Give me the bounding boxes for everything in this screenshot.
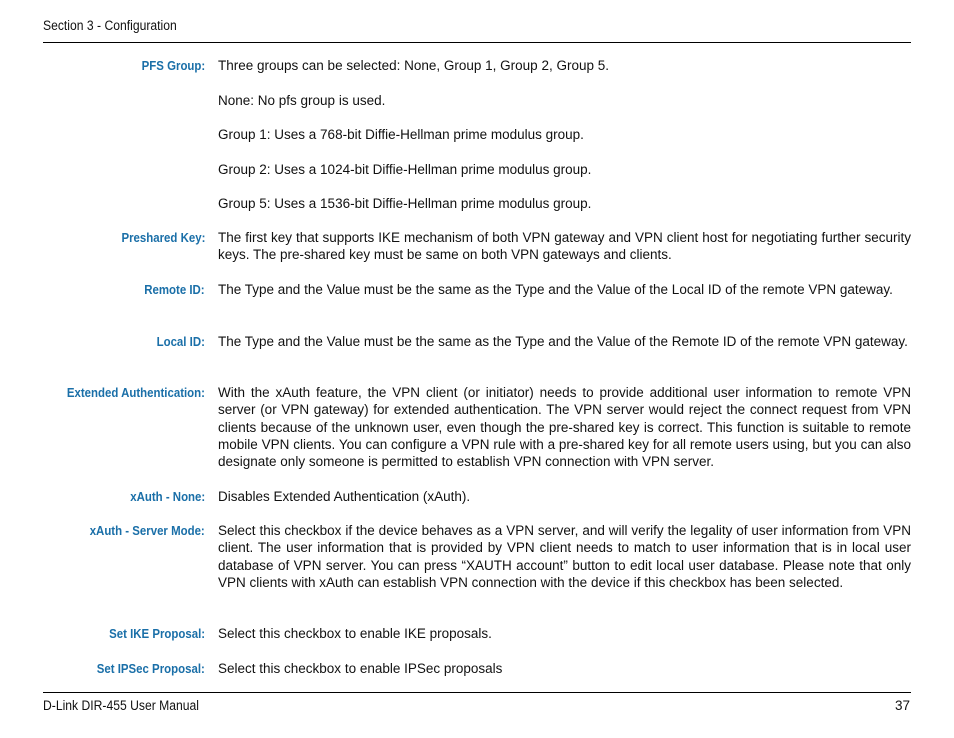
manual-title: D-Link DIR-455 User Manual <box>43 698 199 713</box>
description-paragraph: The first key that supports IKE mechanism of both VPN gateway and VPN client host for negotiating further security keys. The pre-shared key must be same on both VPN gateways and clients. <box>218 230 911 263</box>
term-description <box>218 384 911 470</box>
description-paragraph: Select this checkbox if the device behaves as a VPN server, and will verify the legality of user information from VPN client. The user information that is provided by VPN client needs to match to user information that is in local user database of VPN server. You can press “XAUTH account” button to edit local user database. Please note that only VPN clients with xAuth can establish VPN connection with the device if this checkbox has been selected. <box>218 523 911 590</box>
term-description <box>218 57 911 213</box>
term-description <box>218 660 911 677</box>
header-divider <box>43 42 911 43</box>
term-label: Extended Authentication: <box>66 385 205 400</box>
description-paragraph: None: No pfs group is used. <box>218 92 386 108</box>
footer-divider <box>43 692 911 693</box>
description-paragraph: The Type and the Value must be the same as the Type and the Value of the Remote ID of the remote VPN gateway. <box>218 334 908 349</box>
description-paragraph: The Type and the Value must be the same as the Type and the Value of the Local ID of the remote VPN gateway. <box>218 282 893 297</box>
description-paragraph: Select this checkbox to enable IKE proposals. <box>218 626 492 641</box>
description-paragraph: Three groups can be selected: None, Group 1, Group 2, Group 5. <box>218 58 609 73</box>
term-description <box>218 281 911 298</box>
page-number: 37 <box>894 698 910 713</box>
term-description <box>218 522 911 591</box>
term-description <box>218 333 911 350</box>
term-label: Local ID: <box>156 334 205 349</box>
term-label: xAuth - Server Mode: <box>89 523 205 538</box>
description-paragraph: Group 2: Uses a 1024-bit Diffie-Hellman prime modulus group. <box>218 161 592 177</box>
description-paragraph: With the xAuth feature, the VPN client (or initiator) needs to provide additional user information to remote VPN server (or VPN gateway) for extended authentication. The VPN server would reject the connect request from VPN clients because of the unknown user, even though the pre-shared key is correct. This function is suitable to remote mobile VPN clients. You can configure a VPN rule with a pre-shared key for all remote users using, but you can also designate only someone is permitted to establish VPN connection with VPN server. <box>218 385 911 470</box>
description-paragraph: Group 5: Uses a 1536-bit Diffie-Hellman prime modulus group. <box>218 196 592 212</box>
term-label: Set IPSec Proposal: <box>96 661 205 676</box>
term-label: Preshared Key: <box>121 230 205 245</box>
term-description <box>218 625 911 642</box>
term-label: Set IKE Proposal: <box>109 626 205 641</box>
term-label: PFS Group: <box>141 58 205 73</box>
description-paragraph: Group 1: Uses a 768-bit Diffie-Hellman prime modulus group. <box>218 127 584 143</box>
section-title: Section 3 - Configuration <box>43 18 177 33</box>
term-description <box>218 229 911 264</box>
description-paragraph: Select this checkbox to enable IPSec proposals <box>218 661 503 676</box>
term-label: Remote ID: <box>144 282 205 297</box>
term-description <box>218 488 911 505</box>
description-paragraph: Disables Extended Authentication (xAuth). <box>218 489 471 504</box>
term-label: xAuth - None: <box>130 489 205 504</box>
